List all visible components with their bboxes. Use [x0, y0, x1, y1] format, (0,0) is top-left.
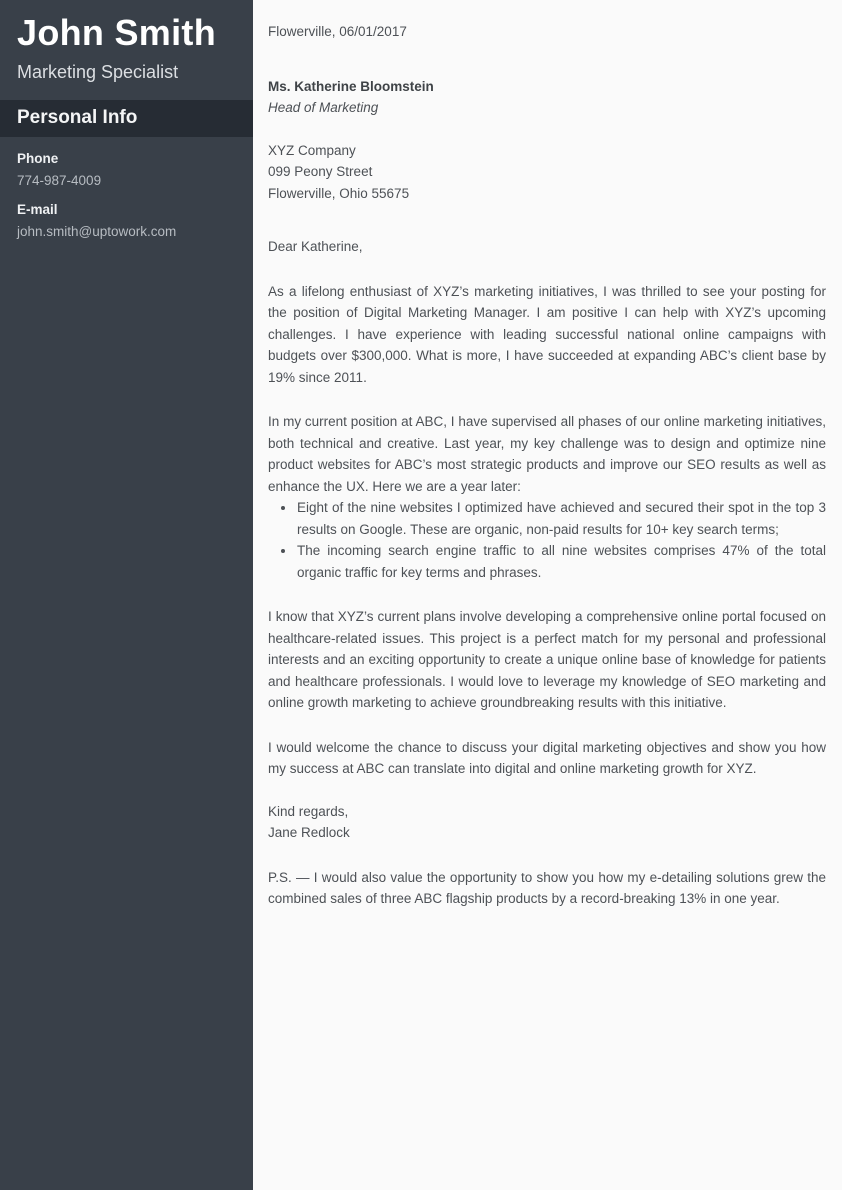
phone-value: 774-987-4009 [17, 172, 102, 188]
date-line: Flowerville, 06/01/2017 [268, 24, 407, 39]
paragraph-current-position: In my current position at ABC, I have supervised all phases of our online marketing initiatives, both technical and creative. Last year, my key challenge was to design and optimize nine product websites for ABC’s most strategic products and improve our SEO results as well as enhance the UX. Here we are a year later: [268, 414, 826, 494]
candidate-name: John Smith [17, 12, 216, 53]
email-label: E-mail [17, 201, 58, 217]
personal-info-fields [0, 137, 253, 239]
closing-block [268, 801, 826, 844]
address-city: Flowerville, Ohio 55675 [268, 185, 410, 201]
recipient-name: Ms. Katherine Bloomstein [268, 78, 434, 94]
paragraph-company-plans: I know that XYZ’s current plans involve developing a comprehensive online portal focused on healthcare-related issues. This project is a perfect match for my personal and professional interests and an exciting opportunity to create a unique online base of knowledge for patients and healthcare professionals. I would love to leverage my knowledge of SEO marketing and online growth marketing to achieve groundbreaking results with this initiative. [268, 609, 826, 710]
personal-info-section-header: Personal Info [0, 100, 253, 137]
sidebar-header [0, 0, 253, 83]
address-company: XYZ Company [268, 142, 356, 158]
candidate-job-title: Marketing Specialist [17, 61, 179, 82]
paragraph-intro: As a lifelong enthusiast of XYZ’s marketing initiatives, I was thrilled to see your posting for the position of Digital Marketing Manager. I am positive I can help with XYZ’s upcoming challenges. I have experience with leading successful national online campaigns with budgets over $300,000. What is more, I have succeeded at expanding ABC’s client base by 19% since 2011. [268, 283, 826, 385]
postscript: P.S. — I would also value the opportunity to show you how my e-detailing solutions grew the combined sales of three ABC flagship products by a record-breaking 13% in one year. [268, 869, 826, 906]
recipient-address [268, 140, 826, 205]
phone-label: Phone [17, 150, 59, 166]
letter-body [253, 0, 842, 1190]
sign-off: Kind regards, [268, 803, 349, 819]
recipient-block [268, 76, 826, 119]
paragraph-call-to-action: I would welcome the chance to discuss your digital marketing objectives and show you how my success at ABC can translate into digital and online marketing growth for XYZ. [268, 739, 826, 776]
achievement-item: • The incoming search engine traffic to all nine websites comprises 47% of the total organic traffic for key terms and phrases. [296, 540, 826, 583]
salutation: Dear Katherine, [268, 239, 363, 254]
sidebar [0, 0, 253, 1190]
email-value: john.smith@uptowork.com [17, 223, 177, 239]
signature-name: Jane Redlock [268, 825, 350, 840]
achievement-item: • Eight of the nine websites I optimized have achieved and secured their spot in the top 3 results on Google. These are organic, non-paid results for 10+ key search terms; [296, 497, 826, 540]
email-field [17, 202, 236, 239]
phone-field [17, 151, 236, 188]
achievement-list [268, 497, 826, 583]
recipient-title: Head of Marketing [268, 100, 379, 115]
address-street: 099 Peony Street [268, 164, 373, 179]
